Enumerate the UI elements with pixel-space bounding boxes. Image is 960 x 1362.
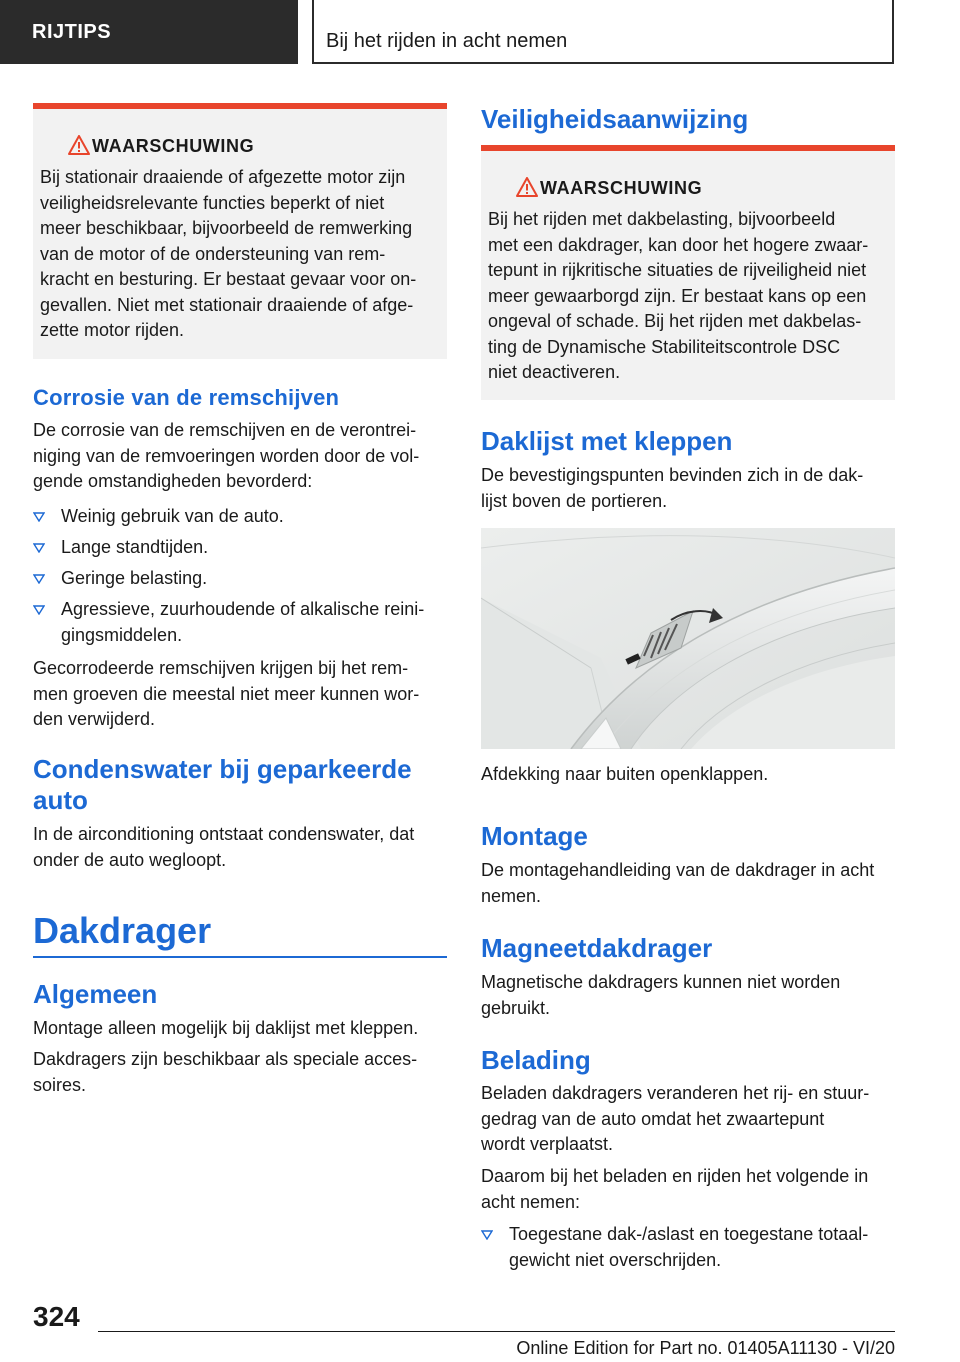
corrosion-intro: De corrosie van de remschijven en de verontrei- niging van de remvoeringen worden door de vol- gende omstandigheden bevorderd: — [33, 420, 420, 491]
chapter-title: Dakdrager — [33, 910, 212, 951]
list-item: Lange standtijden. — [33, 535, 447, 561]
photo-caption: Afdekking naar buiten openklappen. — [481, 764, 769, 784]
footer-rule — [98, 1331, 895, 1332]
general-text-2: Dakdragers zijn beschikbaar als speciale acces- soires. — [33, 1049, 418, 1095]
condensation-text: In de airconditioning ontstaat condenswater, dat onder de auto wegloopt. — [33, 824, 415, 870]
warning-heading: WAARSCHUWING — [40, 133, 439, 159]
bullet-triangle-icon — [33, 512, 45, 522]
bullet-triangle-icon — [33, 543, 45, 553]
page-number: 324 — [33, 1301, 80, 1332]
loading-text-2: Daarom bij het beladen en rijden het volgende in acht nemen: — [481, 1166, 869, 1212]
loading-heading: Belading — [481, 1045, 591, 1075]
corrosion-heading: Corrosie van de remschijven — [33, 385, 340, 410]
mounting-text: De montagehandleiding van de dakdrager in acht nemen. — [481, 860, 875, 906]
list-item: Weinig gebruik van de auto. — [33, 504, 447, 530]
magnetic-text: Magnetische dakdragers kunnen niet worden gebruikt. — [481, 972, 841, 1018]
roof-rail-heading: Daklijst met kleppen — [481, 426, 733, 456]
warning-text: Bij het rijden met dakbelasting, bijvoorbeeld met een dakdrager, kan door het hogere zwaar- tepunt in rijkritische situaties de rijveiligheid niet meer gewaarborgd zijn. Er bestaat kans op een ongeval of schade. Bij het rijden met dakbelas- ting de Dynamische Stabiliteitscontrole DSC niet deactiveren. — [488, 209, 869, 382]
bullet-triangle-icon — [33, 605, 45, 615]
section-title: Bij het rijden in acht nemen — [312, 0, 894, 64]
warning-box-roofload — [481, 145, 895, 400]
warning-triangle-icon — [68, 135, 90, 155]
condensation-heading: Condenswater bij geparkeerde auto — [33, 754, 412, 815]
safety-heading: Veiligheidsaanwijzing — [481, 104, 749, 134]
bullet-triangle-icon — [481, 1230, 493, 1240]
list-item: Agressieve, zuurhoudende of alkalische reini- gingsmiddelen. — [33, 597, 447, 648]
roof-rail-photo — [481, 528, 895, 749]
edition-text: Online Edition for Part no. 01405A11130 - VI/20 — [516, 1338, 895, 1358]
warning-triangle-icon — [516, 177, 538, 197]
warning-text: Bij stationair draaiende of afgezette motor zijn veiligheidsrelevante functies beperkt of niet meer beschikbaar, bijvoorbeeld de remwerking van de motor of de ondersteuning van rem- kracht en besturing. Er bestaat gevaar voor on- gevallen. Niet met stationair draaiende of afge- zette motor rijden. — [40, 167, 417, 340]
general-heading: Algemeen — [33, 979, 158, 1009]
list-item: Toegestane dak-/aslast en toegestane totaal- gewicht niet overschrijden. — [481, 1222, 895, 1273]
general-text-1: Montage alleen mogelijk bij daklijst met kleppen. — [33, 1018, 419, 1038]
mounting-heading: Montage — [481, 821, 588, 851]
loading-text: Beladen dakdragers veranderen het rij- en stuur- gedrag van de auto omdat het zwaartepunt wordt verplaatst. — [481, 1083, 870, 1154]
chapter-tab: RIJTIPS — [0, 0, 298, 64]
warning-box-engine — [33, 103, 447, 359]
page-header — [0, 0, 960, 66]
bullet-triangle-icon — [33, 574, 45, 584]
chapter-title-rule — [33, 956, 447, 958]
magnetic-heading: Magneetdakdrager — [481, 933, 713, 963]
warning-heading: WAARSCHUWING — [488, 175, 887, 201]
corrosion-outro: Gecorrodeerde remschijven krijgen bij het rem- men groeven die meestal niet meer kunnen wor- den verwijderd. — [33, 658, 420, 729]
roof-rail-text: De bevestigingspunten bevinden zich in de dak- lijst boven de portieren. — [481, 465, 864, 511]
list-item: Geringe belasting. — [33, 566, 447, 592]
